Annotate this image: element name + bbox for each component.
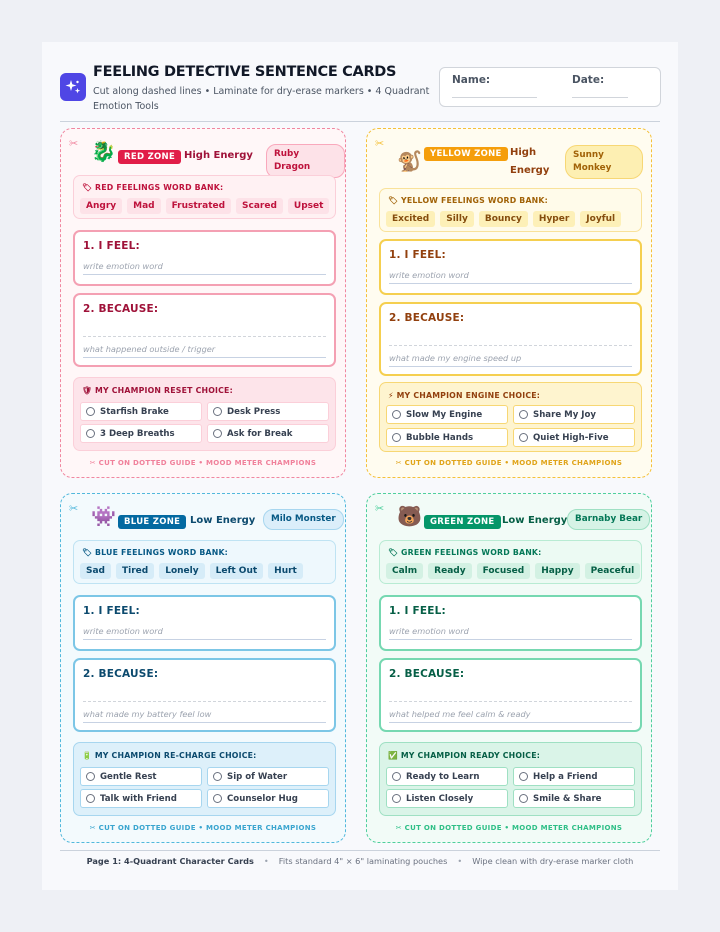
word-chip[interactable]: Left Out (210, 563, 264, 579)
radio-icon[interactable] (392, 794, 401, 803)
radio-icon[interactable] (392, 433, 401, 442)
i-feel-hint: write emotion word (389, 626, 469, 636)
red-zone-card (60, 128, 346, 478)
choice-option[interactable]: Ask for Break (207, 424, 329, 443)
champion-tag: Barnaby Bear (567, 509, 650, 530)
i-feel-hint: write emotion word (389, 270, 469, 280)
radio-icon[interactable] (86, 794, 95, 803)
i-feel-box[interactable] (379, 239, 642, 295)
word-chip[interactable]: Excited (386, 211, 435, 227)
energy-label: Low Energy (502, 515, 568, 526)
i-feel-box[interactable] (73, 230, 336, 286)
date-field[interactable] (572, 97, 628, 98)
radio-icon[interactable] (213, 772, 222, 781)
name-field[interactable] (452, 97, 537, 98)
cut-target-icon: ✂ (69, 502, 79, 515)
word-chip[interactable]: Angry (80, 198, 122, 214)
word-bank (379, 540, 642, 584)
choice-option[interactable]: Help a Friend (513, 767, 635, 786)
word-chip[interactable]: Scared (236, 198, 283, 214)
radio-icon[interactable] (392, 772, 401, 781)
word-chip[interactable]: Silly (440, 211, 474, 227)
choice-option[interactable]: Desk Press (207, 402, 329, 421)
bear-icon: 🐻 (397, 504, 422, 528)
page-footer: Page 1: 4-Quadrant Character Cards • Fits standard 4" × 6" laminating pouches • Wipe clean with dry-erase marker cloth (86, 856, 634, 866)
because-label: 2. BECAUSE: (83, 668, 159, 680)
page-subtitle: Cut along dashed lines • Laminate for dry-erase markers • 4 Quadrant Emotion Tools (93, 86, 430, 112)
write-line (83, 274, 326, 275)
blue-zone-card (60, 493, 346, 843)
write-line-dashed (389, 701, 632, 702)
choice-title: 🛡 MY CHAMPION RESET CHOICE: (82, 386, 233, 395)
choice-option[interactable]: Bubble Hands (386, 428, 508, 447)
word-bank-title: 🏷 GREEN FEELINGS WORD BANK: (388, 548, 542, 557)
choice-option[interactable]: Share My Joy (513, 405, 635, 424)
because-hint: what happened outside / trigger (83, 344, 216, 354)
radio-icon[interactable] (519, 410, 528, 419)
because-box[interactable] (73, 293, 336, 367)
write-line-dashed (83, 336, 326, 337)
footer-page: Page 1: 4-Quadrant Character Cards (86, 856, 254, 866)
choice-title: ✅ MY CHAMPION READY CHOICE: (388, 751, 541, 760)
write-line (83, 722, 326, 723)
cut-guide-text: ✂ CUT ON DOTTED GUIDE • MOOD METER CHAMPIONS (395, 459, 623, 467)
word-chip[interactable]: Frustrated (166, 198, 231, 214)
i-feel-label: 1. I FEEL: (389, 249, 446, 261)
sparkles-icon (60, 73, 86, 101)
footer-fit: Fits standard 4" × 6" laminating pouches (278, 856, 448, 866)
write-line (83, 639, 326, 640)
date-label: Date: (572, 74, 605, 86)
word-bank-title: 🏷 BLUE FEELINGS WORD BANK: (82, 548, 229, 557)
word-chip[interactable]: Tired (116, 563, 154, 579)
word-bank-title: 🏷 YELLOW FEELINGS WORD BANK: (388, 196, 548, 205)
radio-icon[interactable] (519, 772, 528, 781)
write-line-dashed (389, 345, 632, 346)
choice-option[interactable]: Sip of Water (207, 767, 329, 786)
footer-wipe: Wipe clean with dry-erase marker cloth (472, 856, 634, 866)
choice-option[interactable]: Ready to Learn (386, 767, 508, 786)
champion-choice-box (73, 742, 336, 816)
because-hint: what helped me feel calm & ready (389, 709, 531, 719)
monster-icon: 👾 (91, 504, 116, 528)
because-box[interactable] (379, 302, 642, 376)
word-chip[interactable]: Calm (386, 563, 423, 579)
word-chip[interactable]: Focused (477, 563, 531, 579)
footer-divider (60, 850, 660, 851)
i-feel-label: 1. I FEEL: (389, 605, 446, 617)
word-chip[interactable]: Upset (288, 198, 330, 214)
word-chip[interactable]: Joyful (580, 211, 621, 227)
word-chip[interactable]: Bouncy (479, 211, 528, 227)
choice-option[interactable]: Talk with Friend (80, 789, 202, 808)
i-feel-hint: write emotion word (83, 261, 163, 271)
word-bank (73, 540, 336, 584)
radio-icon[interactable] (392, 410, 401, 419)
write-line (389, 639, 632, 640)
because-box[interactable] (379, 658, 642, 732)
word-bank (379, 188, 642, 232)
radio-icon[interactable] (519, 433, 528, 442)
champion-tag: Milo Monster (263, 509, 344, 530)
energy-label: Low Energy (190, 515, 256, 526)
choice-option[interactable]: Listen Closely (386, 789, 508, 808)
zone-badge: YELLOW ZONE (424, 147, 508, 161)
page-title: FEELING DETECTIVE SENTENCE CARDS (93, 64, 397, 80)
because-label: 2. BECAUSE: (389, 312, 465, 324)
word-bank-title: 🏷 RED FEELINGS WORD BANK: (82, 183, 224, 192)
choice-option[interactable]: Starfish Brake (80, 402, 202, 421)
dragon-icon: 🐉 (91, 139, 116, 163)
radio-icon[interactable] (519, 794, 528, 803)
cut-guide-text: ✂ CUT ON DOTTED GUIDE • MOOD METER CHAMPIONS (395, 824, 623, 832)
energy-label: High Energy (510, 147, 550, 176)
radio-icon[interactable] (213, 429, 222, 438)
write-line (83, 357, 326, 358)
cut-target-icon: ✂ (69, 137, 79, 150)
zone-badge: GREEN ZONE (424, 515, 501, 529)
green-zone-card (366, 493, 652, 843)
name-date-box (439, 67, 661, 107)
choice-option[interactable]: Slow My Engine (386, 405, 508, 424)
champion-choice-box (379, 742, 642, 816)
word-chip[interactable]: Sad (80, 563, 111, 579)
champion-tag: Ruby Dragon (266, 144, 345, 178)
write-line (389, 366, 632, 367)
word-chip[interactable]: Ready (428, 563, 471, 579)
champion-tag: Sunny Monkey (565, 145, 643, 179)
choice-title: 🔋 MY CHAMPION RE-CHARGE CHOICE: (82, 751, 257, 760)
choice-option[interactable]: Smile & Share (513, 789, 635, 808)
choice-option[interactable]: Gentle Rest (80, 767, 202, 786)
champion-choice-box (379, 382, 642, 452)
radio-icon[interactable] (86, 407, 95, 416)
because-hint: what made my battery feel low (83, 709, 212, 719)
word-chip[interactable]: Hurt (268, 563, 303, 579)
worksheet-page (42, 42, 678, 890)
radio-icon[interactable] (213, 407, 222, 416)
champion-choice-box (73, 377, 336, 451)
word-chip[interactable]: Happy (535, 563, 579, 579)
cut-target-icon: ✂ (375, 137, 385, 150)
i-feel-box[interactable] (379, 595, 642, 651)
word-chip[interactable]: Peaceful (585, 563, 641, 579)
because-label: 2. BECAUSE: (389, 668, 465, 680)
write-line (389, 722, 632, 723)
header-divider (60, 121, 660, 122)
monkey-icon: 🐒 (397, 149, 422, 173)
choice-option[interactable]: Counselor Hug (207, 789, 329, 808)
cut-guide-text: ✂ CUT ON DOTTED GUIDE • MOOD METER CHAMPIONS (89, 459, 317, 467)
because-label: 2. BECAUSE: (83, 303, 159, 315)
name-label: Name: (452, 74, 491, 86)
i-feel-hint: write emotion word (83, 626, 163, 636)
choice-option[interactable]: Quiet High-Five (513, 428, 635, 447)
zone-badge: RED ZONE (118, 150, 181, 164)
zone-badge: BLUE ZONE (118, 515, 186, 529)
i-feel-label: 1. I FEEL: (83, 605, 140, 617)
radio-icon[interactable] (213, 794, 222, 803)
word-chip[interactable]: Mad (127, 198, 160, 214)
word-chip[interactable]: Hyper (533, 211, 575, 227)
i-feel-box[interactable] (73, 595, 336, 651)
cut-guide-text: ✂ CUT ON DOTTED GUIDE • MOOD METER CHAMPIONS (89, 824, 317, 832)
because-box[interactable] (73, 658, 336, 732)
i-feel-label: 1. I FEEL: (83, 240, 140, 252)
word-chip[interactable]: Lonely (159, 563, 204, 579)
radio-icon[interactable] (86, 429, 95, 438)
energy-label: High Energy (184, 150, 253, 161)
cut-target-icon: ✂ (375, 502, 385, 515)
write-line-dashed (83, 701, 326, 702)
word-bank (73, 175, 336, 219)
radio-icon[interactable] (86, 772, 95, 781)
yellow-zone-card (366, 128, 652, 478)
write-line (389, 283, 632, 284)
choice-title: ⚡ MY CHAMPION ENGINE CHOICE: (388, 391, 541, 400)
because-hint: what made my engine speed up (389, 353, 522, 363)
choice-option[interactable]: 3 Deep Breaths (80, 424, 202, 443)
